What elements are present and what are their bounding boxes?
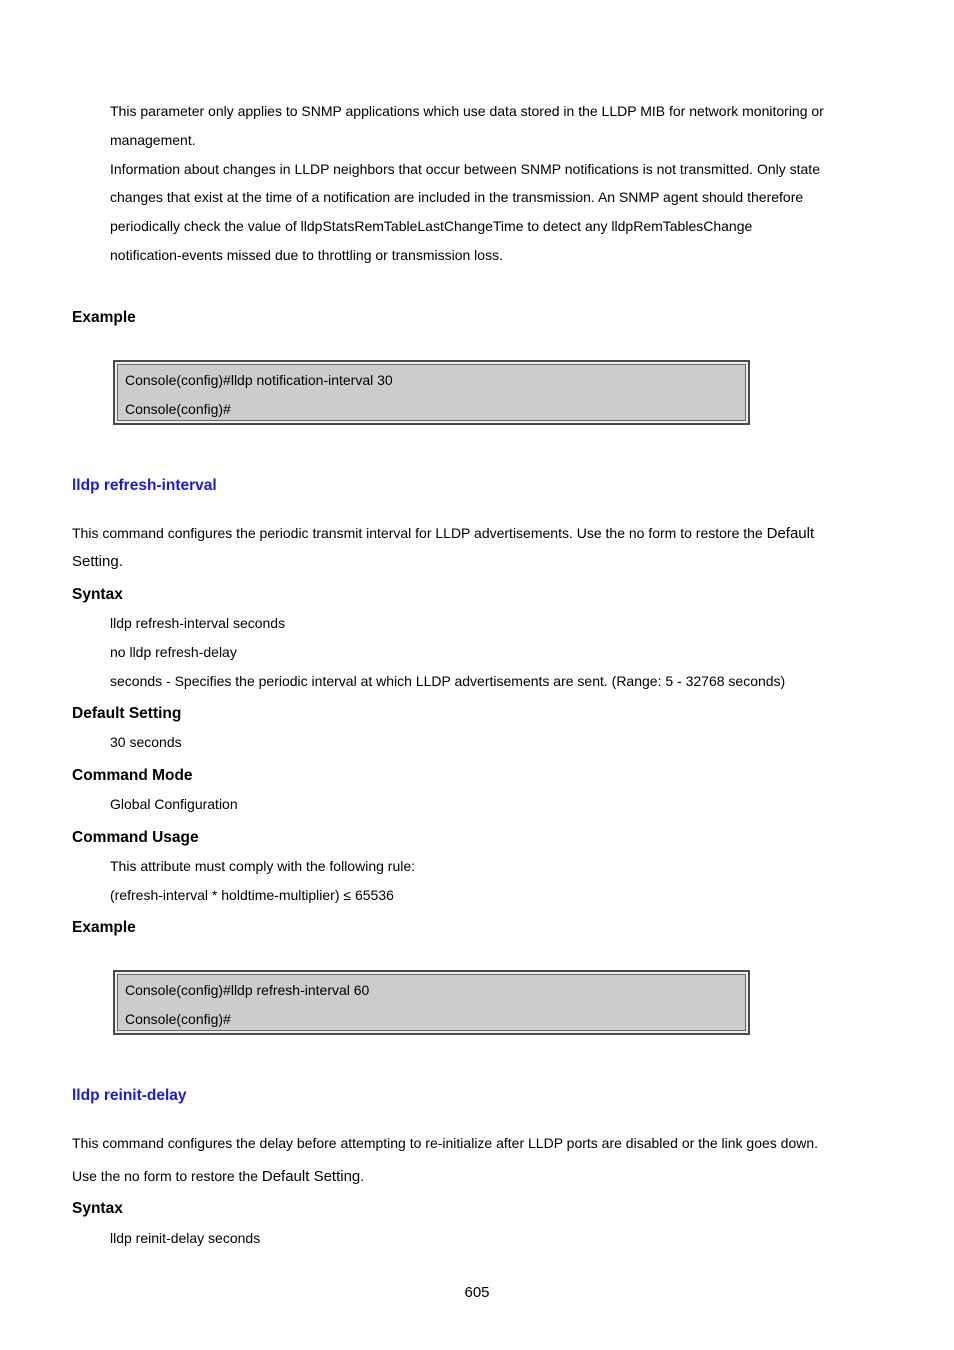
intro-line: notification-events missed due to throttling or transmission loss. bbox=[110, 247, 503, 263]
default-setting-heading: Default Setting bbox=[72, 705, 182, 722]
console-line: Console(config)# bbox=[125, 1011, 231, 1027]
console-example-box bbox=[113, 360, 750, 425]
console-line: Console(config)# bbox=[125, 401, 231, 417]
description-text: This command configures the periodic transmit interval for LLDP advertisements. Use the no form to restore the bbox=[72, 525, 767, 541]
command-mode-value: Global Configuration bbox=[110, 796, 238, 812]
intro-line: changes that exist at the time of a notification are included in the transmission. An SNMP agent should therefore bbox=[110, 189, 804, 205]
syntax-line: lldp refresh-interval seconds bbox=[110, 615, 286, 631]
example-heading: Example bbox=[72, 919, 136, 936]
syntax-line: no lldp refresh-delay bbox=[110, 644, 237, 660]
command-usage-heading: Command Usage bbox=[72, 829, 199, 846]
syntax-param: seconds - Specifies the periodic interval at which LLDP advertisements are sent. (Range: 5 - 32768 seconds) bbox=[110, 673, 786, 689]
description-text: Use the no form to restore the bbox=[72, 1168, 262, 1184]
syntax-line: lldp reinit-delay seconds bbox=[110, 1230, 261, 1246]
command-title: lldp refresh-interval bbox=[72, 477, 217, 494]
intro-line: This parameter only applies to SNMP applications which use data stored in the LLDP MIB for network monitoring or bbox=[110, 103, 824, 119]
command-mode-heading: Command Mode bbox=[72, 767, 193, 784]
command-description bbox=[72, 524, 814, 543]
console-line: Console(config)#lldp notification-interval 30 bbox=[125, 372, 393, 388]
command-description: Setting. bbox=[72, 553, 123, 570]
description-text-large: Default bbox=[766, 525, 815, 542]
intro-line: management. bbox=[110, 132, 196, 148]
intro-line: Information about changes in LLDP neighbors that occur between SNMP notifications is not transmitted. Only state bbox=[110, 161, 820, 177]
command-usage-line: This attribute must comply with the following rule: bbox=[110, 858, 416, 874]
syntax-heading: Syntax bbox=[72, 1200, 123, 1217]
default-setting-value: 30 seconds bbox=[110, 734, 182, 750]
intro-line: periodically check the value of lldpStatsRemTableLastChangeTime to detect any lldpRemTablesChange bbox=[110, 218, 753, 234]
syntax-heading: Syntax bbox=[72, 586, 123, 603]
console-line: Console(config)#lldp refresh-interval 60 bbox=[125, 982, 370, 998]
description-text-large: Default Setting bbox=[261, 1168, 361, 1185]
example-heading: Example bbox=[72, 309, 136, 326]
page-number: 605 bbox=[464, 1284, 490, 1301]
command-usage-line: (refresh-interval * holdtime-multiplier) ≤ 65536 bbox=[110, 887, 394, 903]
command-description bbox=[72, 1167, 364, 1186]
command-title: lldp reinit-delay bbox=[72, 1087, 187, 1104]
console-example-box bbox=[113, 970, 750, 1035]
description-text: . bbox=[360, 1168, 365, 1184]
command-description: This command configures the delay before attempting to re-initialize after LLDP ports are disabled or the link goes down. bbox=[72, 1135, 819, 1151]
